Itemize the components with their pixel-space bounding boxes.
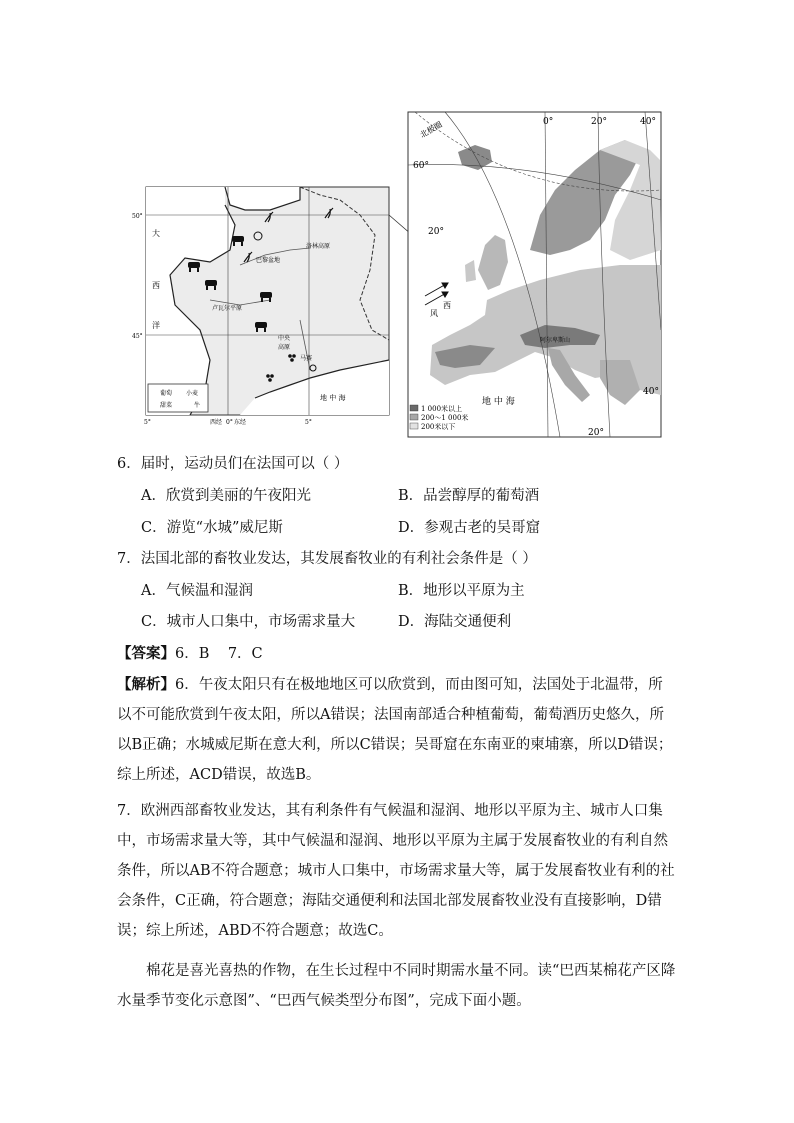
lon-5w-label: 5°	[144, 419, 151, 426]
eu-lat-40-label: 40°	[643, 387, 659, 397]
analysis-p6	[117, 670, 677, 790]
eu-lon-20-bottom-label: 20°	[588, 428, 604, 438]
analysis-p7: 7．欧洲西部畜牧业发达，其有利条件有气候温和湿润、地形以平原为主、城市人口集中，市场需求量大等，其中气候温和湿润、地形以平原为主属于发展畜牧业的有利自然条件，所以AB不符合题意；城市人口集中，市场需求量大等，属于发展畜牧业有利的社会条件，C正确，符合题意；海陆交通便利和法国北部发展畜牧业没有直接影响，D错误；综上所述，ABD不符合题意；故选C。	[117, 803, 675, 939]
q7-option-a[interactable]: A．气候温和湿润	[141, 583, 253, 599]
wind-label-feng: 风	[430, 309, 438, 318]
q7-option-c[interactable]: C．城市人口集中，市场需求量大	[141, 614, 356, 630]
ocean-char-3: 洋	[152, 321, 160, 330]
wind-label-xi: 西	[443, 301, 451, 310]
legend-beet: 甜菜	[160, 402, 173, 409]
ocean-char-2: 西	[152, 281, 160, 290]
alps-label: 阿尔卑斯山	[540, 337, 571, 344]
analysis-label: 【解析】	[117, 676, 175, 693]
legend-wheat: 小麦	[186, 390, 199, 397]
marseille-label: 马赛	[300, 355, 313, 362]
lat-50-label: 50°	[132, 213, 143, 220]
lon-5-label: 5°	[305, 419, 312, 426]
lorraine-label: 洛林高原	[306, 243, 331, 250]
arctic-circle-label: 北极圈	[418, 119, 444, 140]
legend-high: 1 000米以上	[421, 405, 463, 413]
next-intro: 棉花是喜光喜热的作物，在生长过程中不同时期需水量不同。读“巴西某棉花产区降水量季节变化示意图”、“巴西气候类型分布图”，完成下面小题。	[117, 963, 676, 1009]
legend-low: 200米以下	[421, 423, 456, 431]
central-label-1: 中央	[278, 335, 291, 342]
eu-med-label: 地 中 海	[482, 397, 515, 407]
analysis-p6-text: 6．午夜太阳只有在极地地区可以欣赏到，而由图可知，法国处于北温带，所以不可能欣赏到午夜太阳，所以A错误；法国南部适合种植葡萄，葡萄酒历史悠久，所以B正确；水城威尼斯在意大利，所以C错误；吴哥窟在东南亚的柬埔寨，所以D错误；综上所述，ACD错误，故选B。	[117, 677, 673, 783]
eu-lon-40-label: 40°	[640, 117, 656, 127]
answer-line	[117, 644, 263, 664]
legend-grape: 葡萄	[160, 390, 173, 397]
q6-option-b[interactable]: B．品尝醇厚的葡萄酒	[398, 488, 540, 504]
answer-text: 6．B 7．C	[175, 646, 263, 662]
france-map	[132, 187, 389, 426]
med-label: 地 中 海	[320, 394, 346, 402]
lon-0-label: 0°	[226, 419, 233, 426]
q6-stem: 6．届时，运动员们在法国可以（ ）	[117, 456, 349, 472]
paris-basin-label: 巴黎盆地	[256, 257, 281, 264]
eu-lon-20-label: 20°	[591, 117, 607, 127]
eu-lat-60-label: 60°	[413, 161, 429, 171]
loire-label: 卢瓦尔平原	[212, 305, 243, 312]
west-label: 西经	[210, 419, 223, 426]
q7-stem: 7．法国北部的畜牧业发达，其发展畜牧业的有利社会条件是（ ）	[117, 551, 537, 567]
lat-45-label: 45°	[132, 333, 143, 340]
q6-option-a[interactable]: A．欣赏到美丽的午夜阳光	[141, 488, 311, 504]
legend-mid: 200～1 000米	[421, 414, 469, 422]
europe-map	[408, 112, 661, 438]
eu-lat-20-label: 20°	[428, 227, 444, 237]
q7-option-b[interactable]: B．地形以平原为主	[398, 583, 525, 599]
q6-option-c[interactable]: C．游览“水城”威尼斯	[141, 520, 283, 536]
answer-label: 【答案】	[117, 645, 175, 662]
figure	[0, 0, 794, 450]
legend-cattle: 牛	[194, 402, 201, 409]
central-label-2: 高原	[278, 344, 291, 351]
q6-option-d[interactable]: D．参观古老的吴哥窟	[398, 520, 541, 536]
ocean-char-1: 大	[152, 229, 160, 238]
q7-option-d[interactable]: D．海陆交通便利	[398, 614, 512, 630]
eu-lon-0-label: 0°	[543, 117, 554, 127]
east-label: 东经	[234, 419, 247, 426]
